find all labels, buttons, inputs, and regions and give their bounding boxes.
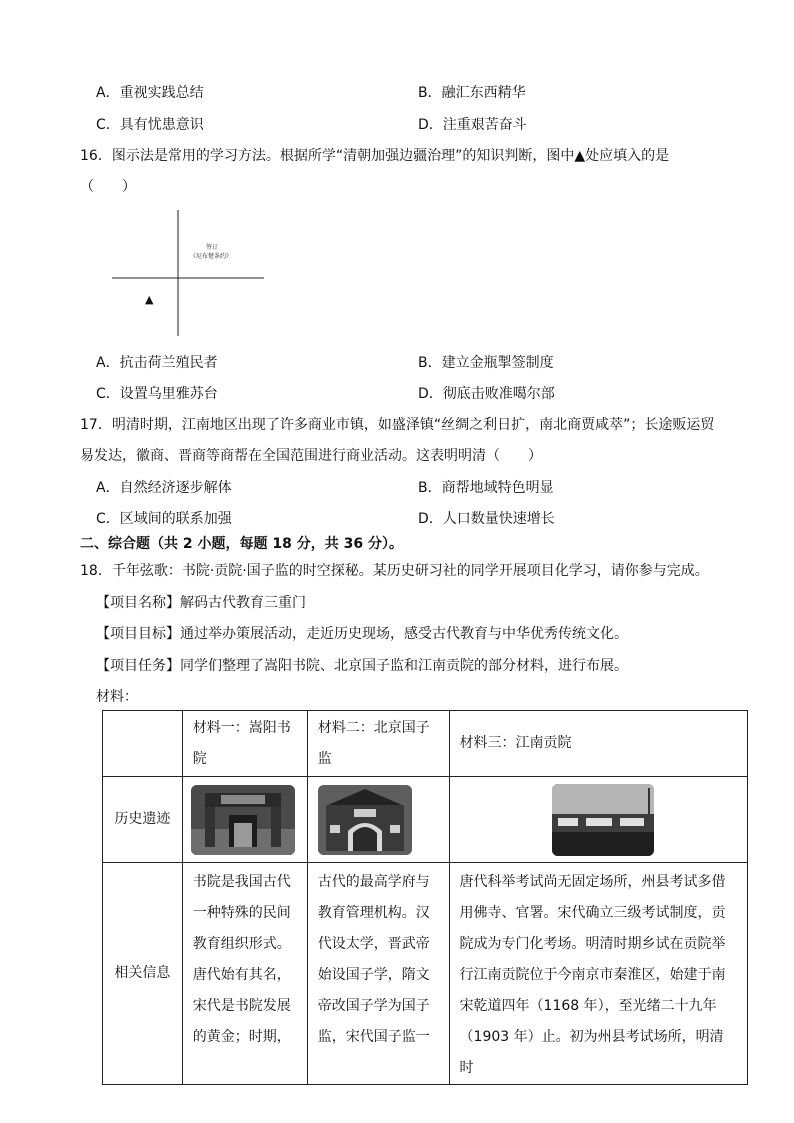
info2-line: 帝改国子学为国子 [317,998,430,1014]
q16-paren: （ ） [80,179,136,195]
table-row-sites [103,777,748,863]
q17-option-c: C．区域间的联系加强 [96,511,232,527]
q17-option-d: D．人口数量快速增长 [418,511,555,527]
info1-line: 教育组织形式。 [192,936,291,952]
q16-option-b: B．建立金瓶掣签制度 [418,355,554,371]
info3-line: 行江南贡院位于今南京市秦淮区，始建于南 [459,967,726,983]
q16-axis-diagram [108,206,268,338]
info2-line: 始设国子学，隋文 [317,967,430,983]
info3-line: 宋乾道四年（1168 年），至光绪二十九年 [459,998,717,1014]
header-material2-line1: 材料二：北京国子 [317,719,430,736]
header-material1-line2: 院 [192,750,207,767]
materials-table [102,710,748,1085]
q16-option-d: D．彻底击败准噶尔部 [418,386,555,402]
table-row-info [103,863,748,1085]
info1-line: 的黄金；时期， [192,1029,291,1045]
site-photo-cell-3 [449,777,747,863]
table-header-material3: 材料三：江南贡院 [449,711,747,777]
q18-project-name: 【项目名称】解码古代教育三重门 [96,595,306,611]
imperial-college-photo [318,785,412,855]
songyang-academy-photo [191,785,295,855]
info1-line: 一种特殊的民间 [192,905,291,921]
q16-stem: 16．图示法是常用的学习方法。根据所学“清朝加强边疆治理”的知识判断，图中▲处应填入的是 [80,148,670,164]
header-material1-line1: 材料一：嵩阳书 [192,719,291,736]
q16-triangle-marker: ▲ [145,293,154,306]
info3-line: 院成为专门化考场。明清时期乡试在贡院举 [459,936,726,952]
info3-line: （1903 年）止。初为州县考试场所，明清时 [459,1029,724,1076]
table-corner-cell [103,711,183,777]
q16-diagram-label-2: 《尼布楚条约》 [190,253,233,260]
q18-project-task: 【项目任务】同学们整理了嵩阳书院、北京国子监和江南贡院的部分材料，进行布展。 [96,658,628,674]
info-cell-2 [307,863,449,1085]
header-material2-line2: 监 [317,750,332,767]
q17-stem-line2: 易发达，徽商、晋商等商帮在全国范围进行商业活动。这表明明清（ ） [80,448,542,464]
site-photo-cell-2 [307,777,449,863]
q15-option-a: A．重视实践总结 [96,85,204,101]
info2-line: 代设太学，晋武帝 [317,936,430,952]
q17-option-b: B．商帮地域特色明显 [418,480,554,496]
table-header-row [103,711,748,777]
info-cell-3 [449,863,747,1085]
q17-option-a: A．自然经济逐步解体 [96,480,232,496]
q18-stem: 18．千年弦歌：书院·贡院·国子监的时空探秘。某历史研习社的同学开展项目化学习，请你参与完成。 [80,563,709,579]
info-cell-1 [182,863,307,1085]
q15-option-d: D．注重艰苦奋斗 [418,117,527,133]
section2-heading: 二、综合题（共 2 小题，每题 18 分，共 36 分）。 [80,536,403,552]
q15-option-b: B．融汇东西精华 [418,85,526,101]
q16-option-a: A．抗击荷兰殖民者 [96,355,218,371]
table-header-material1 [182,711,307,777]
info3-line: 唐代科举考试尚无固定场所，州县考试多借 [459,874,726,890]
q16-diagram-label-1: 签订 [206,244,219,251]
table-header-material2 [307,711,449,777]
site-photo-cell-1 [182,777,307,863]
row-label-sites: 历史遗迹 [103,777,183,863]
info1-line: 唐代始有其名， [192,967,291,983]
jiangnan-examination-hall-photo [552,784,654,856]
info3-line: 用佛寺、官署。宋代确立三级考试制度，贡 [459,905,726,921]
info1-line: 宋代是书院发展 [192,998,291,1014]
info2-line: 监，宋代国子监一 [317,1029,430,1045]
row-label-info: 相关信息 [103,863,183,1085]
q15-option-c: C．具有忧患意识 [96,117,204,133]
info2-line: 教育管理机构。汉 [317,905,430,921]
info2-line: 古代的最高学府与 [317,874,430,890]
q18-material-label: 材料： [96,689,138,705]
q16-option-c: C．设置乌里雅苏台 [96,386,218,402]
q18-project-goal: 【项目目标】通过举办策展活动，走近历史现场，感受古代教育与中华优秀传统文化。 [96,626,628,642]
info1-line: 书院是我国古代 [192,874,291,890]
q17-stem-line1: 17．明清时期，江南地区出现了许多商业市镇，如盛泽镇“丝绸之利日扩，南北商贾咸萃”；长途贩运贸 [80,417,715,433]
